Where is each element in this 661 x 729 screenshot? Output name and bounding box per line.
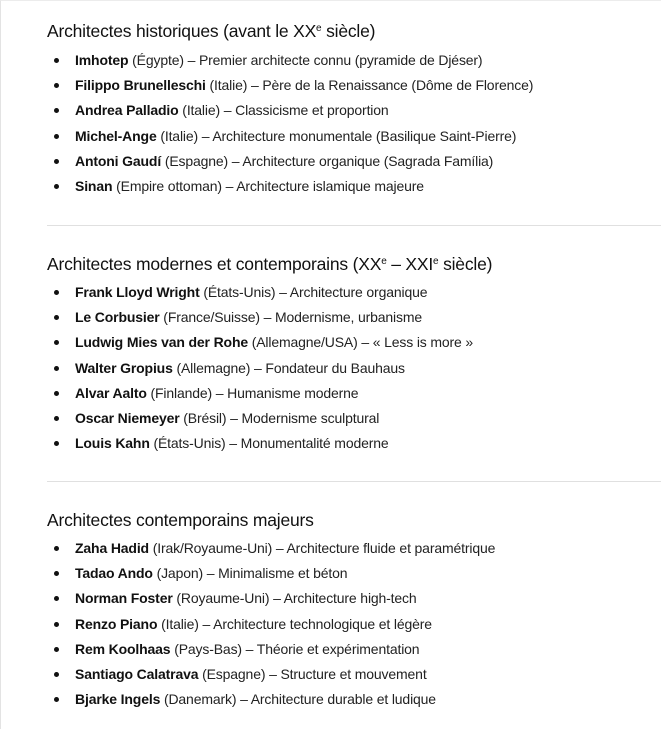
list-item (47, 406, 661, 431)
bullet-icon (54, 546, 59, 551)
bullet-icon (54, 184, 59, 189)
architect-description: (Royaume-Uni) – Architecture high-tech (172, 590, 417, 607)
list-item (47, 174, 661, 199)
list-item (47, 330, 661, 355)
architect-name: Louis Kahn (75, 435, 150, 452)
architect-name: Michel-Ange (75, 127, 157, 144)
architect-list (47, 536, 661, 712)
architect-description: (Finlande) – Humanisme moderne (146, 384, 359, 401)
heading-text: Architectes historiques (avant le XX (47, 21, 317, 41)
architect-description: (Égypte) – Premier architecte connu (pyramide de Djéser) (128, 52, 483, 68)
list-item (47, 73, 661, 98)
bullet-icon (54, 596, 59, 601)
architect-name: Bjarke Ingels (75, 691, 161, 708)
architect-description: (Allemagne/USA) – « Less is more » (247, 334, 474, 351)
section-historical-architects (47, 19, 661, 199)
architect-description: (Italie) – Classicisme et proportion (178, 102, 389, 119)
architect-name: Le Corbusier (75, 309, 160, 326)
heading-superscript: e (433, 256, 439, 267)
architect-name: Norman Foster (75, 590, 173, 607)
section-heading (47, 19, 661, 43)
architect-description: (Danemark) – Architecture durable et ludique (160, 691, 436, 708)
list-item (47, 98, 661, 123)
architect-description: (Pays-Bas) – Théorie et expérimentation (170, 640, 420, 657)
list-item (47, 536, 661, 561)
bullet-icon (54, 108, 59, 113)
architect-description: (États-Unis) – Architecture organique (199, 284, 428, 300)
heading-superscript: e (316, 23, 322, 34)
architect-name: Frank Lloyd Wright (75, 284, 200, 300)
architect-list (47, 48, 661, 199)
bullet-icon (54, 58, 59, 63)
list-item (47, 687, 661, 712)
list-item (47, 305, 661, 330)
bullet-icon (54, 416, 59, 421)
bullet-icon (54, 622, 59, 627)
architect-name: Tadao Ando (75, 565, 153, 582)
bullet-icon (54, 315, 59, 320)
architect-description: (Brésil) – Modernisme sculptural (179, 409, 380, 426)
architect-description: (Italie) – Architecture monumentale (Basilique Saint-Pierre) (156, 127, 517, 144)
list-item (47, 561, 661, 586)
architect-name: Filippo Brunelleschi (75, 77, 206, 94)
heading-text-end: siècle) (321, 21, 376, 41)
bullet-icon (54, 83, 59, 88)
bullet-icon (54, 290, 59, 295)
bullet-icon (54, 391, 59, 396)
bullet-icon (54, 134, 59, 139)
bullet-icon (54, 672, 59, 677)
section-contemporary-architects (47, 508, 661, 712)
architect-name: Andrea Palladio (75, 102, 179, 119)
bullet-icon (54, 647, 59, 652)
section-heading (47, 252, 661, 276)
heading-text-mid: – XXI (386, 254, 434, 274)
architect-description: (Japon) – Minimalisme et béton (152, 565, 348, 582)
architect-description: (Empire ottoman) – Architecture islamique majeure (112, 177, 424, 194)
architect-name: Sinan (75, 177, 113, 194)
list-item (47, 280, 661, 305)
architect-name: Santiago Calatrava (75, 665, 199, 682)
list-item (47, 124, 661, 149)
architect-name: Zaha Hadid (75, 540, 149, 556)
bullet-icon (54, 366, 59, 371)
architect-description: (Espagne) – Structure et mouvement (198, 665, 427, 682)
architect-name: Ludwig Mies van der Rohe (75, 334, 248, 351)
bullet-icon (54, 697, 59, 702)
section-divider (47, 225, 661, 226)
architect-name: Walter Gropius (75, 359, 173, 376)
architect-name: Renzo Piano (75, 615, 158, 632)
list-item (47, 431, 661, 456)
section-modern-architects (47, 252, 661, 456)
architect-name: Alvar Aalto (75, 384, 147, 401)
list-item (47, 586, 661, 611)
architect-list (47, 280, 661, 456)
list-item (47, 149, 661, 174)
section-heading: Architectes contemporains majeurs (47, 510, 314, 530)
list-item (47, 662, 661, 687)
architect-name: Rem Koolhaas (75, 640, 171, 657)
heading-text-end: siècle) (438, 254, 493, 274)
bullet-icon (54, 571, 59, 576)
architect-description: (Irak/Royaume-Uni) – Architecture fluide et paramétrique (148, 540, 496, 556)
list-item (47, 637, 661, 662)
heading-superscript: e (381, 256, 387, 267)
section-divider (47, 481, 661, 482)
architect-name: Oscar Niemeyer (75, 409, 180, 426)
architect-name: Antoni Gaudí (75, 152, 162, 169)
list-item (47, 356, 661, 381)
bullet-icon (54, 159, 59, 164)
architect-description: (Italie) – Père de la Renaissance (Dôme de Florence) (205, 77, 534, 94)
architect-description: (France/Suisse) – Modernisme, urbanisme (159, 309, 422, 326)
architect-description: (Espagne) – Architecture organique (Sagrada Família) (161, 152, 494, 169)
architect-name: Imhotep (75, 52, 129, 68)
bullet-icon (54, 340, 59, 345)
architect-description: (États-Unis) – Monumentalité moderne (149, 435, 389, 452)
list-item (47, 612, 661, 637)
architect-description: (Allemagne) – Fondateur du Bauhaus (172, 359, 405, 376)
bullet-icon (54, 441, 59, 446)
architect-description: (Italie) – Architecture technologique et légère (157, 615, 432, 632)
list-item (47, 48, 661, 73)
list-item (47, 381, 661, 406)
heading-text: Architectes modernes et contemporains (XX (47, 254, 382, 274)
